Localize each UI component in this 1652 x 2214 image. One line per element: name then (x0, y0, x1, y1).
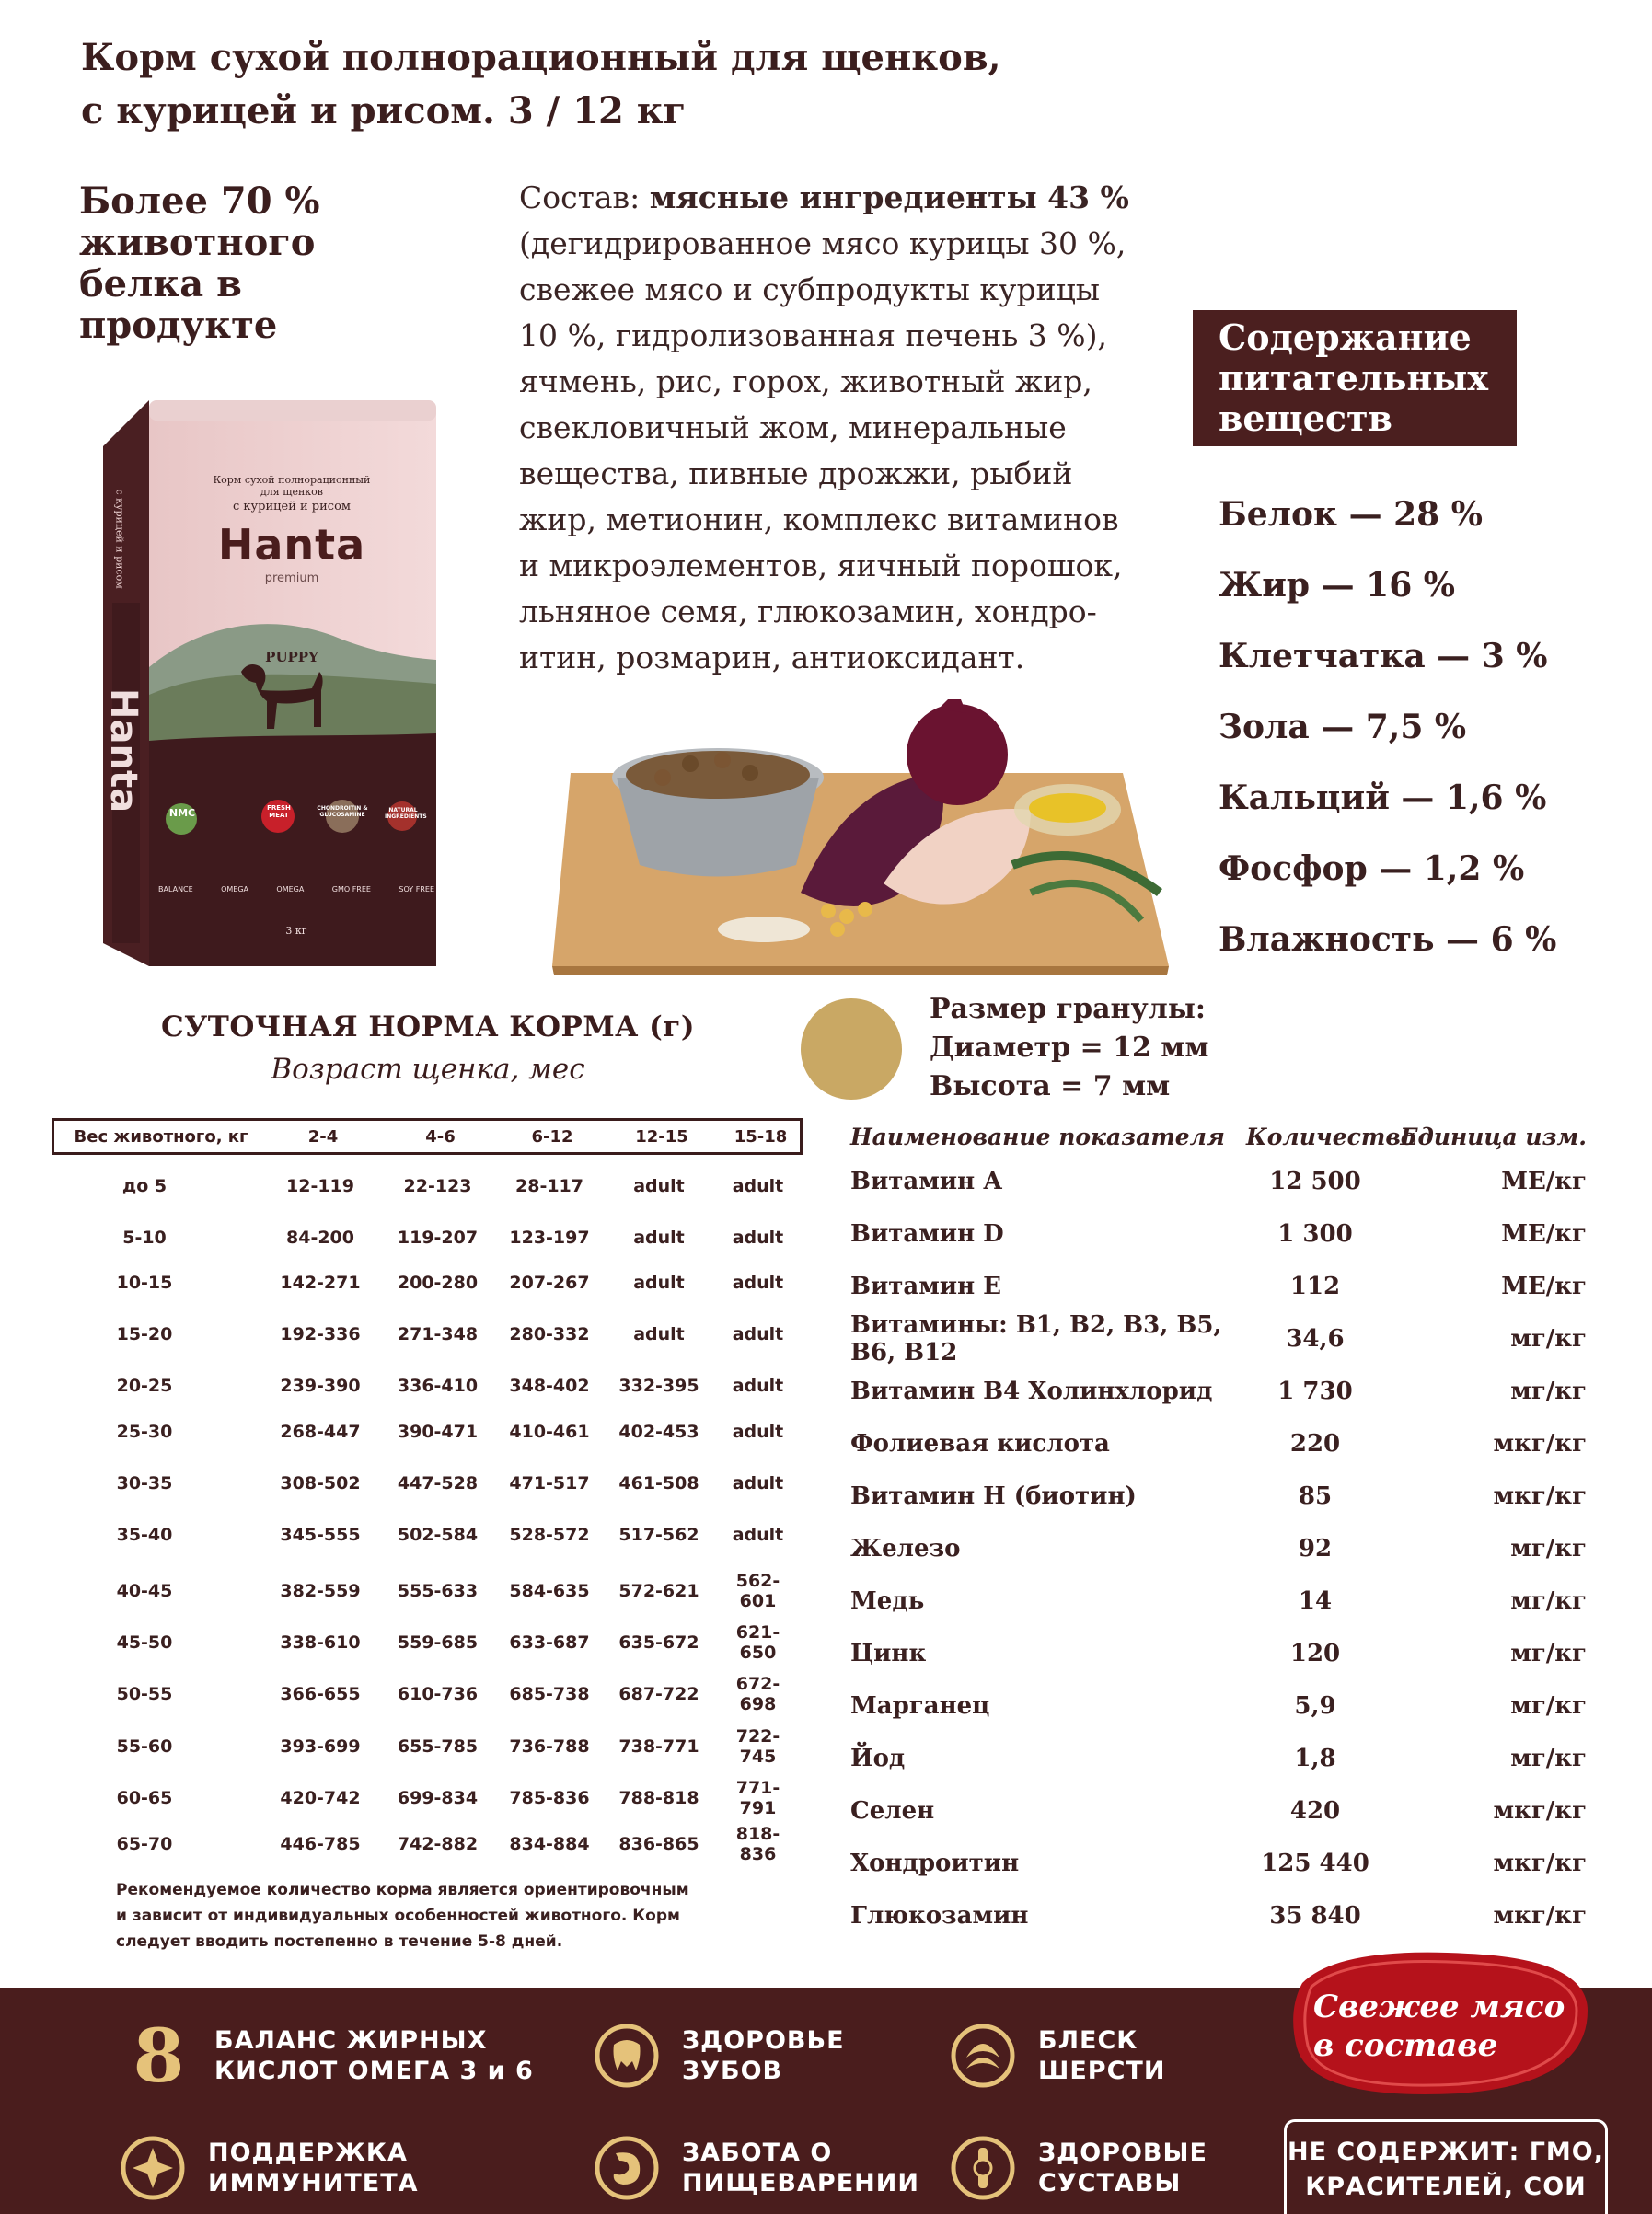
table-cell: Витамин Е (850, 1272, 1001, 1300)
header-cell: 15-18 (734, 1126, 788, 1147)
composition-line: ячмень, рис, горох, животный жир, (519, 363, 1092, 399)
package-label: BALANCE (158, 885, 193, 894)
table-cell: 348-402 (509, 1376, 590, 1396)
feature-line: БЛЕСК (1038, 2026, 1138, 2055)
title-line-1: Корм сухой полнорационный для щенков, (81, 36, 1001, 79)
table-cell: мг/кг (1510, 1691, 1587, 1720)
table-row (850, 1155, 1587, 1207)
table-cell: 687-722 (618, 1684, 699, 1704)
header-cell: 12-15 (635, 1126, 688, 1147)
table-row (52, 1324, 797, 1344)
table-cell: 785-836 (509, 1788, 590, 1808)
composition-line: (дегидрированное мясо курицы 30 %, (519, 225, 1126, 261)
vitamins-rows (850, 1155, 1587, 1942)
table-cell: 65-70 (116, 1834, 173, 1854)
table-cell: 112 (1289, 1272, 1341, 1300)
table-cell: 200-280 (397, 1273, 479, 1293)
table-row (850, 1417, 1587, 1470)
table-row (850, 1837, 1587, 1889)
table-cell: 308-502 (280, 1473, 361, 1493)
table-cell: 722-745 (735, 1726, 780, 1767)
table-cell: 55-60 (116, 1736, 173, 1757)
shield-star-icon (118, 2133, 188, 2203)
table-cell: 834-884 (509, 1834, 590, 1854)
table-cell: 28-117 (515, 1176, 583, 1196)
package-brand-sub: premium (264, 571, 319, 585)
table-row (52, 1674, 797, 1714)
table-row (850, 1522, 1587, 1574)
table-cell: 280-332 (509, 1324, 590, 1344)
table-cell: 699-834 (397, 1788, 479, 1808)
package-side-text: с курицей и рисом (113, 489, 126, 589)
table-cell: мг/кг (1510, 1377, 1587, 1405)
table-cell: 20-25 (116, 1376, 173, 1396)
nutrient-item: Фосфор — 1,2 % (1219, 849, 1525, 888)
header-cell: 2-4 (307, 1126, 339, 1147)
feature-line: БАЛАНС ЖИРНЫХ (214, 2026, 488, 2055)
table-cell: adult (732, 1324, 784, 1344)
feature-line: КИСЛОТ ОМЕГА 3 и 6 (214, 2057, 534, 2085)
table-cell: 610-736 (397, 1684, 479, 1704)
nutrient-item: Белок — 28 % (1219, 495, 1483, 534)
table-cell: 633-687 (509, 1632, 590, 1653)
table-cell: 742-882 (397, 1834, 479, 1854)
table-cell: 125 440 (1261, 1849, 1369, 1877)
table-cell: 34,6 (1286, 1324, 1345, 1353)
composition-first-line (519, 175, 1154, 221)
feature-line: СУСТАВЫ (1038, 2169, 1182, 2197)
table-cell: мкг/кг (1493, 1849, 1587, 1877)
page-title (81, 31, 1185, 138)
table-cell: 584-635 (509, 1581, 590, 1601)
table-cell: 50-55 (116, 1684, 173, 1704)
table-cell: 5-10 (122, 1228, 167, 1248)
feature-line: ЗДОРОВЫЕ (1038, 2139, 1207, 2167)
table-cell: МЕ/кг (1501, 1167, 1587, 1195)
table-cell: мг/кг (1510, 1534, 1587, 1562)
table-cell: 85 (1298, 1482, 1333, 1510)
table-row (52, 1622, 797, 1663)
nutrients-heading-line: питательных (1219, 357, 1489, 398)
table-row (850, 1260, 1587, 1312)
table-cell: 60-65 (116, 1788, 173, 1808)
table-row (52, 1824, 797, 1864)
daily-norm-table (52, 1118, 803, 1864)
table-cell: 45-50 (116, 1632, 173, 1653)
table-cell: Витамин В4 Холинхлорид (850, 1377, 1213, 1405)
table-cell: 621-650 (735, 1622, 780, 1663)
table-cell: Хондроитин (850, 1849, 1020, 1877)
table-cell: 471-517 (509, 1473, 590, 1493)
table-cell: Селен (850, 1796, 935, 1825)
table-row (52, 1726, 797, 1767)
protein-claim-line: белка в (79, 262, 242, 306)
composition-line: свежее мясо и субпродукты курицы (519, 271, 1101, 307)
package-brand: Hanta (217, 520, 366, 570)
food-photo (552, 699, 1178, 994)
table-cell: 771-791 (735, 1778, 780, 1818)
package-subtitle (172, 474, 411, 498)
table-cell: Витамин D (850, 1219, 1004, 1248)
table-cell: 572-621 (618, 1581, 699, 1601)
header-cell: 4-6 (425, 1126, 456, 1147)
table-cell: Йод (850, 1744, 906, 1772)
food-illustration (552, 699, 1178, 994)
table-cell: до 5 (121, 1176, 168, 1196)
table-cell: Цинк (850, 1639, 927, 1667)
table-cell: 30-35 (116, 1473, 173, 1493)
protein-claim-line: животного (79, 221, 316, 264)
protein-claim (79, 180, 374, 346)
granule-size (930, 990, 1233, 1106)
nutrient-item: Кальций — 1,6 % (1219, 778, 1547, 817)
table-row (52, 1422, 797, 1442)
table-cell: adult (732, 1422, 784, 1442)
table-cell: 738-771 (618, 1736, 699, 1757)
feature-line: ЗДОРОВЬЕ (682, 2026, 845, 2055)
table-cell: Медь (850, 1586, 925, 1615)
table-cell: 672-698 (735, 1674, 780, 1714)
table-cell: 92 (1298, 1534, 1333, 1562)
protein-claim-line: продукте (79, 304, 278, 347)
table-row (52, 1525, 797, 1545)
nutrients-heading-line: веществ (1219, 398, 1392, 439)
composition-line: свекловичный жом, минеральные (519, 409, 1067, 445)
table-cell: 402-453 (618, 1422, 699, 1442)
table-row (850, 1627, 1587, 1679)
feature-fur (948, 2021, 1165, 2091)
fresh-meat-text (1313, 1988, 1580, 2065)
package-label: OMEGA (221, 885, 249, 894)
daily-norm-note (116, 1877, 742, 1955)
feature-joints (948, 2133, 1207, 2203)
joint-icon (948, 2133, 1018, 2203)
daily-norm-subtitle: Возраст щенка, мес (271, 1053, 585, 1086)
table-row (52, 1273, 797, 1293)
table-row (850, 1679, 1587, 1732)
table-cell: 390-471 (397, 1422, 479, 1442)
package-flavor: с курицей и рисом (232, 500, 352, 513)
protein-claim-line: Более 70 % (79, 179, 320, 223)
feature-line: ПИЩЕВАРЕНИИ (682, 2169, 919, 2197)
fresh-meat-badge (1284, 1946, 1597, 2103)
svg-text:8: 8 (133, 2021, 186, 2091)
stomach-icon (592, 2133, 662, 2203)
table-cell: мг/кг (1510, 1639, 1587, 1667)
daily-norm-header (52, 1118, 803, 1155)
nutrient-item: Жир — 16 % (1219, 566, 1456, 605)
table-cell: 345-555 (280, 1525, 361, 1545)
package-badge-chondroitin: CHONDROITIN & GLUCOSAMINE (317, 805, 368, 818)
table-cell: 220 (1289, 1429, 1341, 1458)
fresh-meat-line: в составе (1313, 2027, 1498, 2064)
table-cell: adult (732, 1273, 784, 1293)
table-row (850, 1732, 1587, 1784)
package-variant: PUPPY (265, 649, 318, 665)
fresh-meat-line: Свежее мясо (1313, 1989, 1565, 2025)
table-row (52, 1176, 797, 1196)
table-cell: adult (732, 1376, 784, 1396)
tooth-icon (592, 2021, 662, 2091)
granule-circle-icon (801, 998, 902, 1100)
nutrients-heading-line: Содержание (1219, 317, 1472, 358)
package-label: OMEGA (276, 885, 305, 894)
table-cell: 338-610 (280, 1632, 361, 1653)
table-cell: мкг/кг (1493, 1901, 1587, 1930)
table-cell: 420-742 (280, 1788, 361, 1808)
table-cell: adult (732, 1473, 784, 1493)
table-cell: 461-508 (618, 1473, 699, 1493)
nutrient-item: Клетчатка — 3 % (1219, 637, 1548, 675)
table-row (52, 1473, 797, 1493)
header-cell: Количество (1246, 1123, 1416, 1150)
nutrients-list (1219, 484, 1623, 980)
table-row (850, 1470, 1587, 1522)
feature-digestion (592, 2133, 919, 2203)
composition-text (519, 175, 1154, 681)
note-line: следует вводить постепенно в течение 5-8 дней. (116, 1932, 563, 1951)
table-row (850, 1207, 1587, 1260)
package-badge-nmc: NMC (168, 807, 196, 819)
package-weight: 3 кг (285, 925, 307, 937)
eight-icon (124, 2021, 194, 2091)
header-cell: 6-12 (531, 1126, 573, 1147)
table-cell: 559-685 (397, 1632, 479, 1653)
granule-line: Размер гранулы: (930, 993, 1206, 1025)
table-row (850, 1365, 1587, 1417)
table-cell: 635-672 (618, 1632, 699, 1653)
table-cell: 35 840 (1269, 1901, 1361, 1930)
table-cell: adult (633, 1228, 685, 1248)
note-line: и зависит от индивидуальных особенностей животного. Корм (116, 1907, 680, 1925)
package-badge-fresh: FRESH MEAT (267, 804, 291, 819)
table-cell: 382-559 (280, 1581, 361, 1601)
header-cell: Наименование показателя (850, 1123, 1225, 1150)
table-row (52, 1376, 797, 1396)
nutrient-item: Влажность — 6 % (1219, 920, 1557, 959)
composition-line: итин, розмарин, антиоксидант. (519, 640, 1025, 675)
feature-immunity (118, 2133, 419, 2203)
table-cell: мг/кг (1510, 1744, 1587, 1772)
table-cell: 410-461 (509, 1422, 590, 1442)
table-cell: 447-528 (397, 1473, 479, 1493)
package-badge-natural: NATURAL INGREDIENTS (385, 807, 427, 820)
fur-icon (948, 2021, 1018, 2091)
table-cell: 336-410 (397, 1376, 479, 1396)
table-cell: Витамин А (850, 1167, 1003, 1195)
table-cell: 10-15 (116, 1273, 173, 1293)
table-cell: 420 (1289, 1796, 1341, 1825)
table-cell: 120 (1289, 1639, 1341, 1667)
vitamins-header (850, 1118, 1587, 1155)
table-cell: 239-390 (280, 1376, 361, 1396)
table-cell: adult (732, 1525, 784, 1545)
table-row (52, 1228, 797, 1248)
header-cell: Вес животного, кг (74, 1126, 248, 1147)
table-cell: Марганец (850, 1691, 990, 1720)
table-cell: 142-271 (280, 1273, 361, 1293)
table-cell: adult (633, 1273, 685, 1293)
table-cell: 736-788 (509, 1736, 590, 1757)
vitamins-table (850, 1118, 1587, 1942)
table-cell: Витамины: В1, В2, В3, В5, В6, В12 (850, 1310, 1222, 1366)
product-package-image (103, 391, 444, 980)
table-cell: мг/кг (1510, 1586, 1587, 1615)
table-cell: 655-785 (397, 1736, 479, 1757)
composition-highlight: мясные ингредиенты 43 % (649, 179, 1129, 215)
table-cell: 366-655 (280, 1684, 361, 1704)
table-cell: МЕ/кг (1501, 1219, 1587, 1248)
table-cell: adult (633, 1324, 685, 1344)
table-cell: 393-699 (280, 1736, 361, 1757)
composition-line: вещества, пивные дрожжи, рыбий (519, 455, 1073, 491)
table-cell: Железо (850, 1534, 961, 1562)
feature-omega (124, 2021, 534, 2091)
table-cell: 207-267 (509, 1273, 590, 1293)
table-cell: adult (633, 1176, 685, 1196)
table-row (52, 1778, 797, 1818)
table-cell: adult (732, 1228, 784, 1248)
table-cell: МЕ/кг (1501, 1272, 1587, 1300)
table-cell: мкг/кг (1493, 1429, 1587, 1458)
granule-line: Высота = 7 мм (930, 1070, 1171, 1102)
feature-line: ПОДДЕРЖКА (208, 2139, 408, 2167)
does-not-contain-box (1284, 2119, 1608, 2214)
nutrients-heading (1193, 310, 1517, 446)
table-cell: 268-447 (280, 1422, 361, 1442)
package-side-brand: Hanta (102, 688, 144, 813)
table-cell: 12-119 (286, 1176, 354, 1196)
package-subtitle-line: для щенков (260, 486, 323, 498)
package-label: GMO FREE (331, 885, 371, 894)
composition-line: 10 %, гидролизованная печень 3 %), (519, 317, 1107, 353)
nutrient-item: Зола — 7,5 % (1219, 708, 1467, 746)
table-cell: мкг/кг (1493, 1482, 1587, 1510)
table-cell: 555-633 (397, 1581, 479, 1601)
table-row (850, 1784, 1587, 1837)
table-cell: 528-572 (509, 1525, 590, 1545)
table-cell: мг/кг (1510, 1324, 1587, 1353)
table-cell: 1 730 (1277, 1377, 1353, 1405)
feature-teeth (592, 2021, 845, 2091)
table-cell: 517-562 (618, 1525, 699, 1545)
feature-line: ИММУНИТЕТА (208, 2169, 419, 2197)
table-cell: 12 500 (1269, 1167, 1361, 1195)
note-line: Рекомендуемое количество корма является ориентировочным (116, 1881, 689, 1899)
package-bottom-labels (158, 885, 434, 894)
table-cell: 35-40 (116, 1525, 173, 1545)
table-cell: 562-601 (735, 1571, 780, 1611)
table-cell: 818-836 (735, 1824, 780, 1864)
feature-line: ШЕРСТИ (1038, 2057, 1166, 2085)
table-cell: 1 300 (1277, 1219, 1353, 1248)
table-cell: 25-30 (116, 1422, 173, 1442)
table-row (850, 1312, 1587, 1365)
no-contain-line: КРАСИТЕЛЕЙ, СОИ (1305, 2173, 1587, 2201)
table-row (850, 1574, 1587, 1627)
table-cell: 123-197 (509, 1228, 590, 1248)
table-cell: 685-738 (509, 1684, 590, 1704)
feature-line: ЗАБОТА О (682, 2139, 833, 2167)
feature-line: ЗУБОВ (682, 2057, 783, 2085)
table-cell: 15-20 (116, 1324, 173, 1344)
table-cell: 332-395 (618, 1376, 699, 1396)
table-cell: Глюкозамин (850, 1901, 1029, 1930)
table-cell: 84-200 (286, 1228, 354, 1248)
table-cell: 836-865 (618, 1834, 699, 1854)
table-row (850, 1889, 1587, 1942)
table-cell: 271-348 (397, 1324, 479, 1344)
title-line-2: с курицей и рисом. 3 / 12 кг (81, 89, 687, 133)
table-cell: adult (732, 1176, 784, 1196)
table-cell: 40-45 (116, 1581, 173, 1601)
package-label: SOY FREE (399, 885, 434, 894)
table-cell: Фолиевая кислота (850, 1429, 1110, 1458)
table-cell: 5,9 (1294, 1691, 1336, 1720)
table-cell: 119-207 (397, 1228, 479, 1248)
table-cell: 192-336 (280, 1324, 361, 1344)
daily-norm-title: СУТОЧНАЯ НОРМА КОРМА (г) (160, 1010, 696, 1044)
table-row (52, 1571, 797, 1611)
composition-label: Состав: (519, 179, 650, 215)
table-cell: 788-818 (618, 1788, 699, 1808)
composition-line: и микроэлементов, яичный порошок, (519, 548, 1123, 583)
no-contain-line: НЕ СОДЕРЖИТ: ГМО, (1287, 2138, 1605, 2166)
table-cell: 14 (1298, 1586, 1333, 1615)
table-cell: 1,8 (1294, 1744, 1336, 1772)
granule-line: Диаметр = 12 мм (930, 1032, 1209, 1064)
table-cell: 502-584 (397, 1525, 479, 1545)
table-cell: мкг/кг (1493, 1796, 1587, 1825)
table-cell: 446-785 (280, 1834, 361, 1854)
composition-line: льняное семя, глюкозамин, хондро- (519, 594, 1097, 629)
package-subtitle-line: Корм сухой полнорационный (213, 474, 371, 486)
header-cell: Единица изм. (1400, 1123, 1587, 1150)
composition-line: жир, метионин, комплекс витаминов (519, 502, 1119, 537)
table-cell: 22-123 (403, 1176, 472, 1196)
table-cell: Витамин Н (биотин) (850, 1482, 1137, 1510)
